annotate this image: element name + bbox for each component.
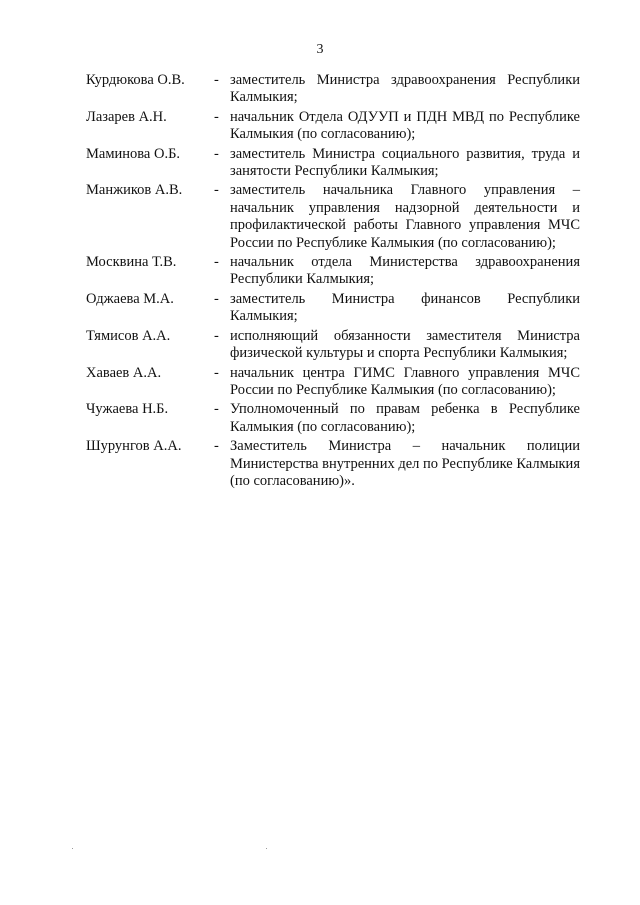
scan-speck bbox=[266, 848, 267, 849]
member-position: заместитель Министра здравоохранения Республики Калмыкия; bbox=[230, 72, 580, 106]
member-name: Лазарев А.Н. bbox=[86, 108, 167, 125]
member-name: Манжиков А.В. bbox=[86, 182, 183, 199]
dash-separator: - bbox=[214, 108, 219, 125]
dash-separator: - bbox=[214, 182, 219, 199]
member-name: Шурунгов А.А. bbox=[86, 438, 182, 455]
member-position: начальник центра ГИМС Главного управления МЧС России по Республике Калмыкия (по согласованию); bbox=[230, 364, 580, 398]
list-item bbox=[86, 182, 580, 252]
list-item bbox=[86, 401, 580, 436]
dash-separator: - bbox=[214, 72, 219, 88]
list-item bbox=[86, 254, 580, 289]
member-name: Чужаева Н.Б. bbox=[86, 401, 169, 418]
member-name: Оджаева М.А. bbox=[86, 290, 174, 307]
dash-separator: - bbox=[214, 254, 219, 271]
member-name: Хаваев А.А. bbox=[86, 364, 162, 381]
dash-separator: - bbox=[214, 327, 219, 344]
list-item bbox=[86, 291, 580, 326]
dash-separator: - bbox=[214, 401, 219, 418]
member-position: заместитель Министра финансов Республики Калмыкия; bbox=[230, 290, 580, 325]
dash-separator: - bbox=[214, 145, 219, 162]
list-item bbox=[86, 365, 580, 400]
member-position: исполняющий обязанности заместителя Министра физической культуры и спорта Республики Калмыкия; bbox=[230, 327, 580, 362]
member-position: заместитель Министра социального развития, труда и занятости Республики Калмыкия; bbox=[230, 145, 580, 180]
list-item bbox=[86, 438, 580, 490]
list-item bbox=[86, 72, 580, 107]
list-item bbox=[86, 146, 580, 181]
committee-member-list bbox=[86, 72, 580, 492]
member-position: Уполномоченный по правам ребенка в Республике Калмыкия (по согласованию); bbox=[230, 401, 580, 435]
member-name: Курдюкова О.В. bbox=[86, 72, 185, 88]
member-name: Маминова О.Б. bbox=[86, 145, 181, 162]
member-name: Тямисов А.А. bbox=[86, 327, 171, 344]
member-position: начальник Отдела ОДУУП и ПДН МВД по Республике Калмыкия (по согласованию); bbox=[230, 108, 580, 143]
dash-separator: - bbox=[214, 290, 219, 307]
scan-speck bbox=[72, 848, 73, 849]
list-item bbox=[86, 328, 580, 363]
page-number: 3 bbox=[316, 42, 324, 57]
list-item bbox=[86, 109, 580, 144]
dash-separator: - bbox=[214, 364, 219, 381]
member-position: заместитель начальника Главного управления – начальник управления надзорной деятельности и профилактической работы Главного управления МЧС России по Республике Калмыкия (по согласованию); bbox=[230, 182, 580, 251]
member-name: Москвина Т.В. bbox=[86, 254, 177, 271]
member-position: Заместитель Министра – начальник полиции Министерства внутренних дел по Республике Калмыкия (по согласованию)». bbox=[230, 438, 580, 489]
member-position: начальник отдела Министерства здравоохранения Республики Калмыкия; bbox=[230, 254, 580, 288]
dash-separator: - bbox=[214, 438, 219, 455]
